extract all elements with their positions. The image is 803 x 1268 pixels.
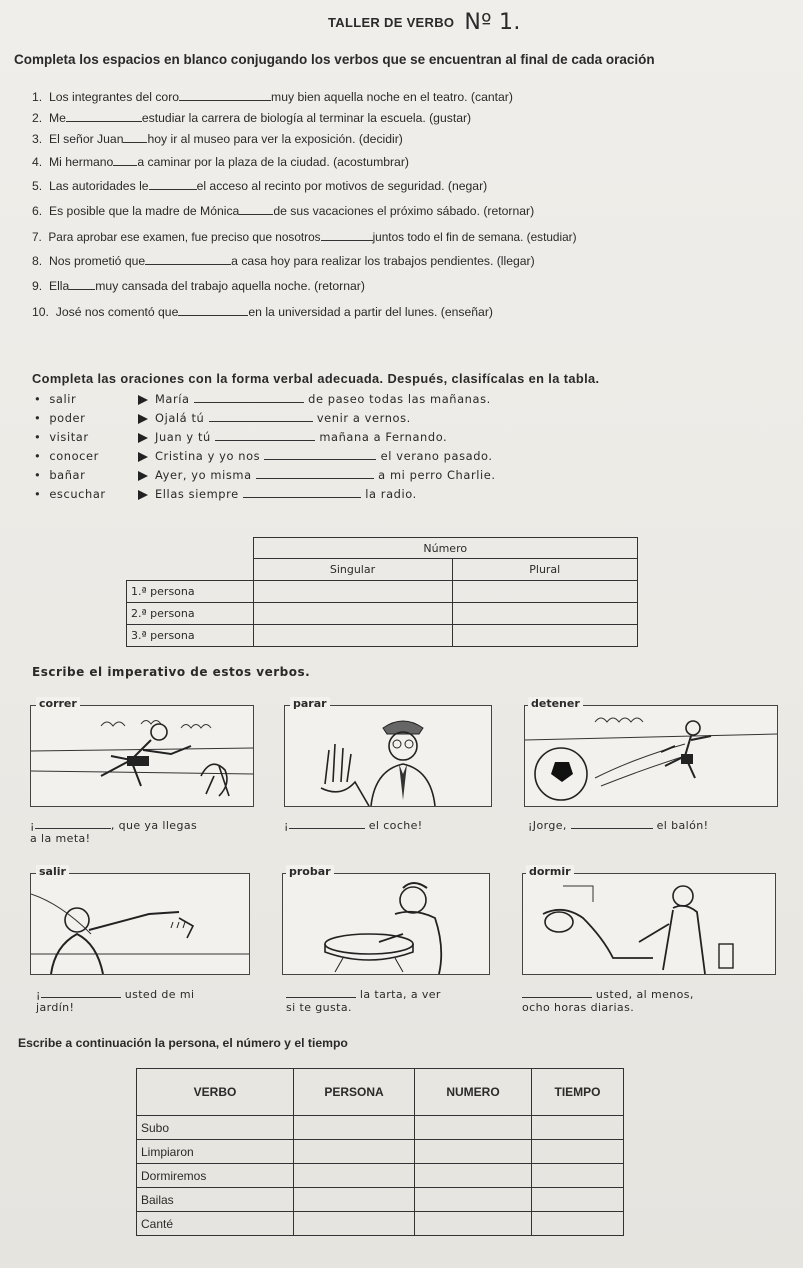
answer-blank[interactable] (522, 987, 592, 998)
caption-salir-2: jardín! (36, 1001, 75, 1014)
page-title: TALLER DE VERBO Nº 1. (328, 10, 521, 35)
header-persona: PERSONA (294, 1069, 415, 1116)
header-verbo: VERBO (137, 1069, 294, 1116)
section2-heading: Completa las oraciones con la forma verbal adecuada. Después, clasifícalas en la tabla. (32, 371, 600, 386)
sentence-row: Ojalá tú venir a vernos. (138, 411, 411, 425)
verb-bullet: • visitar (34, 430, 89, 444)
answer-blank[interactable] (264, 449, 376, 460)
exercise-line: 3. El señor Juan hoy ir al museo para ver la exposición. (decidir) (32, 132, 403, 146)
cake-drawing (283, 874, 489, 974)
caption-dormir: usted, al menos, (522, 987, 694, 1001)
verb-label: salir (36, 865, 69, 878)
verb-cell: Limpiaron (137, 1140, 294, 1164)
verb-label: detener (528, 697, 583, 710)
table-cell[interactable] (253, 603, 452, 625)
sentence-row: Ellas siempre la radio. (138, 487, 417, 501)
arrow-icon (138, 433, 148, 443)
exercise-line: 5. Las autoridades le el acceso al recinto por motivos de seguridad. (negar) (32, 179, 488, 193)
section3-heading: Escribe el imperativo de estos verbos. (32, 665, 311, 679)
answer-blank[interactable] (179, 90, 271, 101)
table-cell[interactable] (294, 1188, 415, 1212)
exercise-line: 9. Ella muy cansada del trabajo aquella noche. (retornar) (32, 279, 365, 293)
table-cell[interactable] (532, 1116, 624, 1140)
sentence-row: Ayer, yo misma a mi perro Charlie. (138, 468, 496, 482)
answer-blank[interactable] (321, 230, 373, 241)
table-header-numero: Número (253, 538, 638, 559)
verb-cell: Dormiremos (137, 1164, 294, 1188)
answer-blank[interactable] (571, 818, 653, 829)
illustration-garden (30, 873, 250, 975)
verb-bullet: • escuchar (34, 487, 106, 501)
caption-correr-2: a la meta! (30, 832, 91, 845)
illustration-sleep (522, 873, 776, 975)
verb-label: correr (36, 697, 80, 710)
verb-bullet: • salir (34, 392, 76, 406)
sentence-row: Juan y tú mañana a Fernando. (138, 430, 447, 444)
exercise-line: 1. Los integrantes del coro muy bien aquella noche en el teatro. (cantar) (32, 90, 513, 104)
classification-table (126, 537, 638, 647)
table-header-plural: Plural (452, 559, 638, 581)
answer-blank[interactable] (209, 411, 313, 422)
exercise-line: 6. Es posible que la madre de Mónica de sus vacaciones el próximo sábado. (retornar) (32, 204, 535, 218)
exercise-line: 4. Mi hermano a caminar por la plaza de la ciudad. (acostumbrar) (32, 155, 409, 169)
arrow-icon (138, 395, 148, 405)
arrow-icon (138, 471, 148, 481)
answer-blank[interactable] (145, 254, 231, 265)
header-numero: NUMERO (415, 1069, 532, 1116)
table-cell[interactable] (452, 581, 638, 603)
answer-blank[interactable] (194, 392, 304, 403)
answer-blank[interactable] (215, 430, 315, 441)
exercise-line: 7. Para aprobar ese examen, fue preciso que nosotros juntos todo el fin de semana. (estudiar) (32, 230, 577, 244)
table-row-label: 3.ª persona (127, 625, 254, 647)
caption-salir: ¡ usted de mi (36, 988, 195, 1001)
verb-cell: Canté (137, 1212, 294, 1236)
answer-blank[interactable] (239, 204, 273, 215)
table-cell[interactable] (415, 1140, 532, 1164)
sleep-drawing (523, 874, 775, 974)
header-tiempo: TIEMPO (532, 1069, 624, 1116)
table-cell[interactable] (415, 1164, 532, 1188)
table-row-label: 1.ª persona (127, 581, 254, 603)
answer-blank[interactable] (149, 179, 197, 190)
table-cell[interactable] (532, 1164, 624, 1188)
caption-probar-2: si te gusta. (286, 1001, 352, 1014)
table-cell[interactable] (294, 1116, 415, 1140)
illustration-soccer (524, 705, 778, 807)
arrow-icon (138, 490, 148, 500)
table-row-label: 2.ª persona (127, 603, 254, 625)
answer-blank[interactable] (123, 132, 147, 143)
table-cell[interactable] (415, 1212, 532, 1236)
table-cell[interactable] (294, 1164, 415, 1188)
soccer-drawing (525, 706, 777, 806)
illustration-police (284, 705, 492, 807)
answer-blank[interactable] (289, 818, 365, 829)
table-cell[interactable] (532, 1212, 624, 1236)
exercise-line: 8. Nos prometió que a casa hoy para realizar los trabajos pendientes. (llegar) (32, 254, 535, 268)
answer-blank[interactable] (178, 305, 248, 316)
table-cell[interactable] (294, 1140, 415, 1164)
table-cell[interactable] (253, 581, 452, 603)
verb-label: probar (286, 865, 334, 878)
caption-dormir-2: ocho horas diarias. (522, 1001, 635, 1014)
section1-heading: Completa los espacios en blanco conjugando los verbos que se encuentran al final de cada oración (14, 52, 655, 67)
section4-heading: Escribe a continuación la persona, el número y el tiempo (18, 1036, 348, 1050)
table-cell[interactable] (415, 1188, 532, 1212)
arrow-icon (138, 452, 148, 462)
runner-drawing (31, 706, 253, 806)
answer-blank[interactable] (35, 818, 111, 829)
table-cell[interactable] (253, 625, 452, 647)
answer-blank[interactable] (66, 111, 142, 122)
police-drawing (285, 706, 491, 806)
verb-analysis-table (136, 1068, 624, 1236)
caption-detener: ¡Jorge, el balón! (528, 819, 709, 832)
illustration-runner (30, 705, 254, 807)
answer-blank[interactable] (286, 987, 356, 998)
answer-blank[interactable] (256, 468, 374, 479)
sentence-row: Cristina y yo nos el verano pasado. (138, 449, 493, 463)
answer-blank[interactable] (243, 487, 361, 498)
table-cell[interactable] (452, 625, 638, 647)
table-cell[interactable] (452, 603, 638, 625)
garden-drawing (31, 874, 249, 974)
verb-bullet: • bañar (34, 468, 85, 482)
verb-bullet: • poder (34, 411, 85, 425)
table-cell[interactable] (532, 1140, 624, 1164)
caption-parar: ¡ el coche! (284, 819, 423, 832)
exercise-line: 2. Me estudiar la carrera de biología al terminar la escuela. (gustar) (32, 111, 472, 125)
verb-label: parar (290, 697, 330, 710)
verb-cell: Subo (137, 1116, 294, 1140)
caption-correr: ¡ , que ya llegas (30, 819, 198, 832)
table-cell[interactable] (532, 1188, 624, 1212)
answer-blank[interactable] (113, 155, 137, 166)
title-number: Nº 1. (464, 10, 521, 35)
verb-cell: Bailas (137, 1188, 294, 1212)
sentence-row: María de paseo todas las mañanas. (138, 392, 491, 406)
answer-blank[interactable] (41, 987, 121, 998)
verb-bullet: • conocer (34, 449, 99, 463)
table-cell[interactable] (415, 1116, 532, 1140)
exercise-line: 10. José nos comentó que en la universidad a partir del lunes. (enseñar) (32, 305, 493, 319)
caption-probar: la tarta, a ver (286, 987, 441, 1001)
answer-blank[interactable] (69, 279, 95, 290)
table-cell[interactable] (294, 1212, 415, 1236)
arrow-icon (138, 414, 148, 424)
table-header-singular: Singular (253, 559, 452, 581)
illustration-cake (282, 873, 490, 975)
verb-label: dormir (526, 865, 574, 878)
